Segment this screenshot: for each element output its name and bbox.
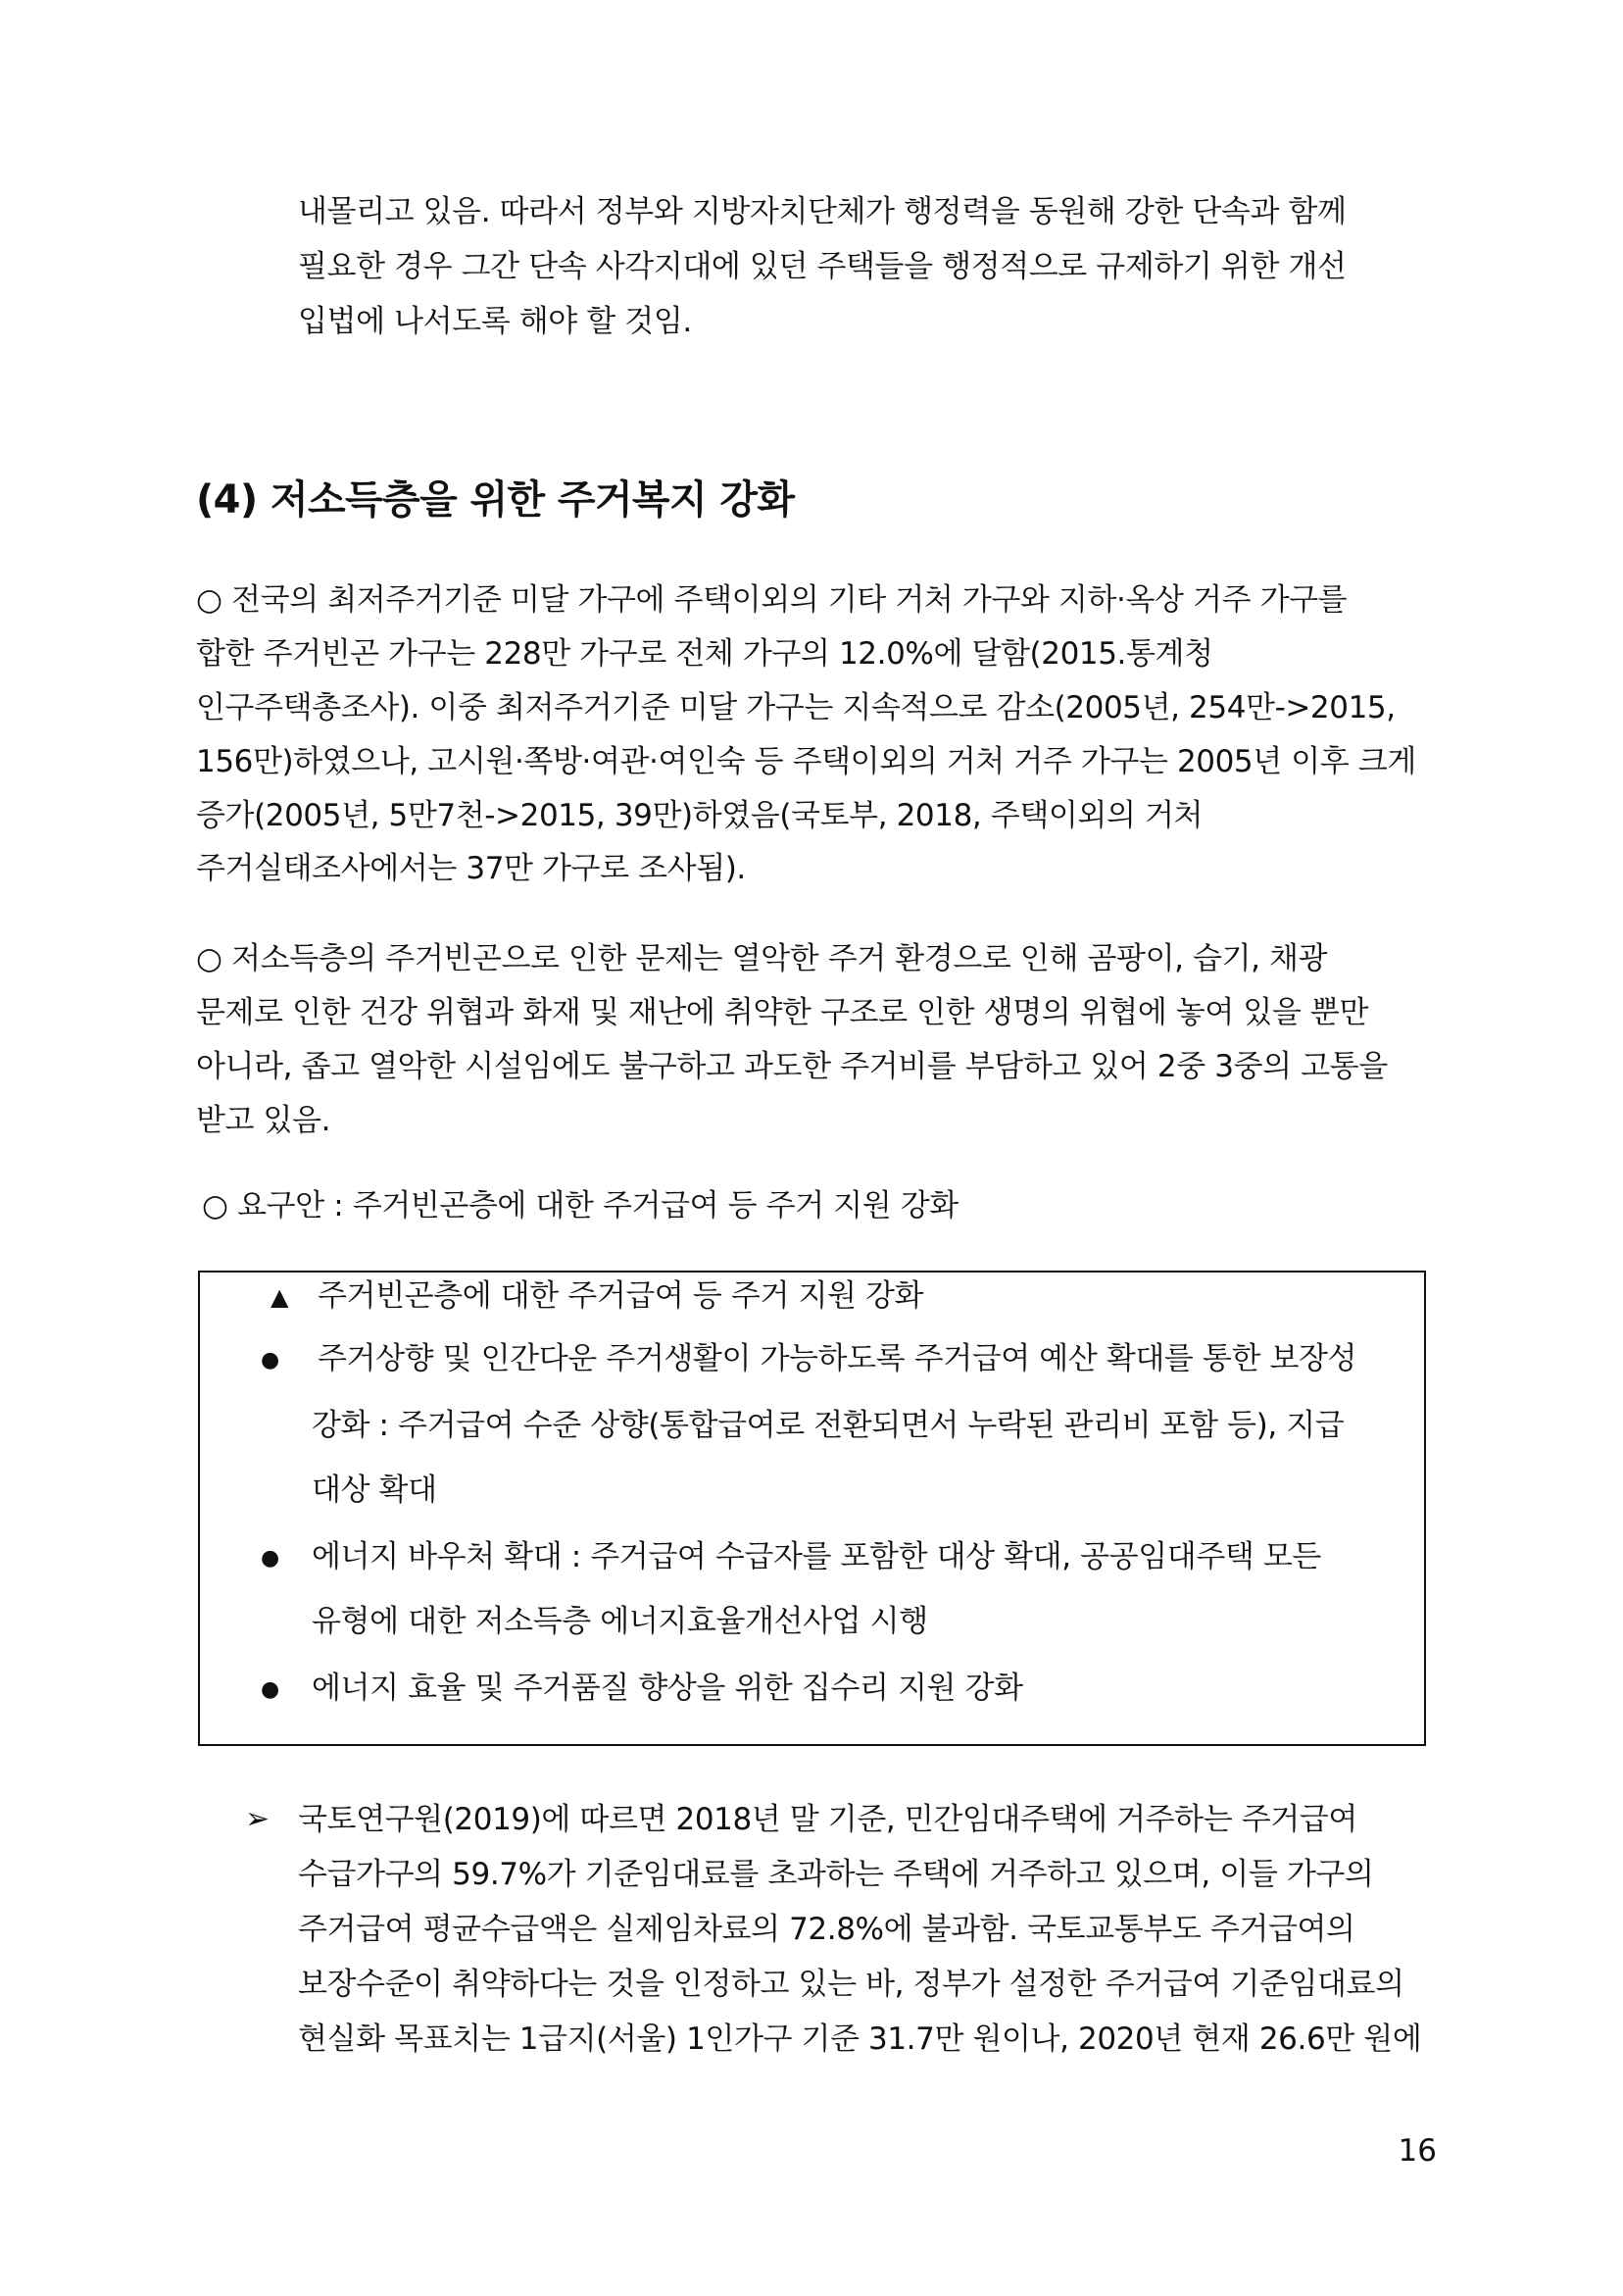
bullet-icon: ● [261,1677,280,1702]
note-line: 주거급여 평균수급액은 실제임차료의 72.8%에 불과함. 국토교통부도 주거급여의 [298,1912,1355,1947]
paragraph-line: 아니라, 좁고 열악한 시설임에도 불구하고 과도한 주거비를 부담하고 있어 2중 3중의 고통을 [196,1049,1388,1084]
box-line: 강화 : 주거급여 수준 상향(통합급여로 전환되면서 누락된 관리비 포함 등), 지급 [312,1408,1345,1443]
box-line: 에너지 바우처 확대 : 주거급여 수급자를 포함한 대상 확대, 공공임대주택 모든 [312,1539,1321,1574]
page-number: 16 [1398,2133,1437,2169]
box-line: 대상 확대 [312,1472,437,1508]
arrow-marker-icon: ➢ [245,1802,270,1836]
paragraph-line: ○ 전국의 최저주거기준 미달 가구에 주택이외의 기타 거처 가구와 지하·옥상 거주 가구를 [196,582,1348,618]
paragraph-line: 인구주택총조사). 이중 최저주거기준 미달 가구는 지속적으로 감소(2005년, 254만->2015, [196,690,1396,725]
demand-line: ○ 요구안 : 주거빈곤층에 대한 주거급여 등 주거 지원 강화 [202,1188,959,1223]
box-line: 주거빈곤층에 대한 주거급여 등 주거 지원 강화 [318,1278,924,1314]
bullet-icon: ● [261,1546,280,1571]
paragraph-line: ○ 저소득층의 주거빈곤으로 인한 문제는 열악한 주거 환경으로 인해 곰팡이, 습기, 채광 [196,941,1328,976]
paragraph-line: 156만)하였으나, 고시원·쪽방·여관·여인숙 등 주택이외의 거처 거주 가구는 2005년 이후 크게 [196,744,1416,779]
note-line: 수급가구의 59.7%가 기준임대료를 초과하는 주택에 거주하고 있으며, 이들 가구의 [298,1857,1374,1892]
intro-line: 필요한 경우 그간 단속 사각지대에 있던 주택들을 행정적으로 규제하기 위한 개선 [298,249,1347,284]
intro-line: 내몰리고 있음. 따라서 정부와 지방자치단체가 행정력을 동원해 강한 단속과 함께 [298,194,1347,229]
bullet-icon: ● [261,1348,280,1373]
intro-line: 입법에 나서도록 해야 할 것임. [298,304,692,339]
paragraph-line: 증가(2005년, 5만7천->2015, 39만)하였음(국토부, 2018, 주택이외의 거처 [196,798,1204,833]
note-line: 보장수준이 취약하다는 것을 인정하고 있는 바, 정부가 설정한 주거급여 기준임대료의 [298,1967,1404,2002]
note-line: 국토연구원(2019)에 따르면 2018년 말 기준, 민간임대주택에 거주하는 주거급여 [298,1802,1357,1837]
paragraph-line: 합한 주거빈곤 가구는 228만 가구로 전체 가구의 12.0%에 달함(2015.통계청 [196,636,1213,672]
note-line: 현실화 목표치는 1급지(서울) 1인가구 기준 31.7만 원이나, 2020년 현재 26.6만 원에 [298,2021,1422,2057]
box-line: 에너지 효율 및 주거품질 향상을 위한 집수리 지원 강화 [312,1671,1023,1706]
paragraph-line: 문제로 인한 건강 위협과 화재 및 재난에 취약한 구조로 인한 생명의 위협에 놓여 있을 뿐만 [196,995,1369,1030]
triangle-marker-icon: ▲ [270,1283,289,1311]
paragraph-line: 주거실태조사에서는 37만 가구로 조사됨). [196,851,746,886]
box-line: 유형에 대한 저소득층 에너지효율개선사업 시행 [312,1604,928,1639]
paragraph-line: 받고 있음. [196,1103,331,1138]
section-heading: (4) 저소득층을 위한 주거복지 강화 [196,477,795,523]
box-line: 주거상향 및 인간다운 주거생활이 가능하도록 주거급여 예산 확대를 통한 보장성 [318,1341,1357,1376]
